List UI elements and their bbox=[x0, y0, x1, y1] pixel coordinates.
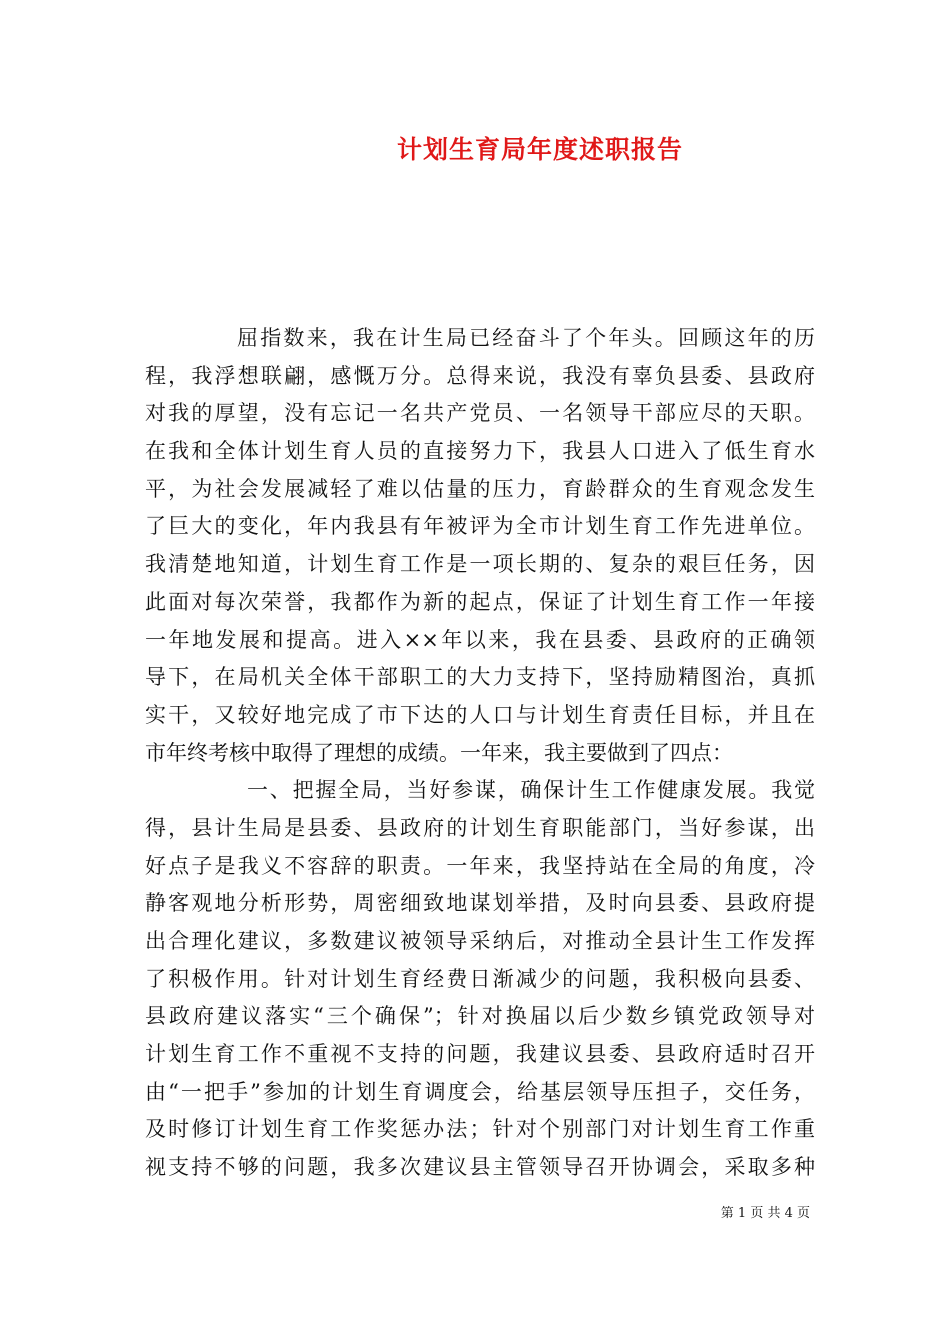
body-line: 了积极作用。针对计划生育经费日渐减少的问题，我积极向县委、 bbox=[145, 966, 815, 991]
body-line: 对我的厚望，没有忘记一名共产党员、一名领导干部应尽的天职。 bbox=[145, 401, 815, 426]
document-body bbox=[145, 320, 815, 1187]
page-footer: 第 1 页 共 4 页 bbox=[720, 1206, 810, 1221]
body-line: 我清楚地知道，计划生育工作是一项长期的、复杂的艰巨任务，因 bbox=[145, 552, 815, 577]
body-line: 县政府建议落实“三个确保”；针对换届以后少数乡镇党政领导对 bbox=[145, 1004, 815, 1029]
body-line: 此面对每次荣誉，我都作为新的起点，保证了计划生育工作一年接 bbox=[145, 589, 815, 614]
body-line: 得，县计生局是县委、县政府的计划生育职能部门，当好参谋，出 bbox=[145, 815, 815, 840]
body-line: 一、把握全局，当好参谋，确保计生工作健康发展。我觉 bbox=[247, 778, 815, 803]
body-line: 及时修订计划生育工作奖惩办法；针对个别部门对计划生育工作重 bbox=[145, 1117, 815, 1142]
body-line: 计划生育工作不重视不支持的问题，我建议县委、县政府适时召开 bbox=[145, 1042, 815, 1067]
body-line: 程，我浮想联翩，感慨万分。总得来说，我没有辜负县委、县政府 bbox=[145, 363, 815, 388]
body-line: 视支持不够的问题，我多次建议县主管领导召开协调会，采取多种 bbox=[145, 1155, 815, 1180]
body-line: 在我和全体计划生育人员的直接努力下，我县人口进入了低生育水 bbox=[145, 439, 815, 464]
body-line: 平，为社会发展减轻了难以估量的压力，育龄群众的生育观念发生 bbox=[145, 476, 815, 501]
body-line: 导下，在局机关全体干部职工的大力支持下，坚持励精图治，真抓 bbox=[145, 665, 815, 690]
body-line: 屈指数来，我在计生局已经奋斗了个年头。回顾这年的历 bbox=[237, 326, 815, 350]
body-line: 静客观地分析形势，周密细致地谋划举措，及时向县委、县政府提 bbox=[145, 891, 815, 916]
body-line: 一年地发展和提高。进入××年以来，我在县委、县政府的正确领 bbox=[145, 627, 815, 652]
body-line: 好点子是我义不容辞的职责。一年来，我坚持站在全局的角度，冷 bbox=[145, 853, 815, 878]
body-line: 实干，又较好地完成了市下达的人口与计划生育责任目标，并且在 bbox=[145, 702, 815, 727]
body-line: 出合理化建议，多数建议被领导采纳后，对推动全县计生工作发挥 bbox=[145, 929, 815, 953]
body-line: 由“一把手”参加的计划生育调度会，给基层领导压担子，交任务， bbox=[145, 1079, 815, 1104]
body-line: 市年终考核中取得了理想的成绩。一年来，我主要做到了四点： bbox=[145, 740, 733, 765]
document-title: 计划生育局年度述职报告 bbox=[396, 135, 683, 164]
body-line: 了巨大的变化，年内我县有年被评为全市计划生育工作先进单位。 bbox=[145, 514, 815, 539]
